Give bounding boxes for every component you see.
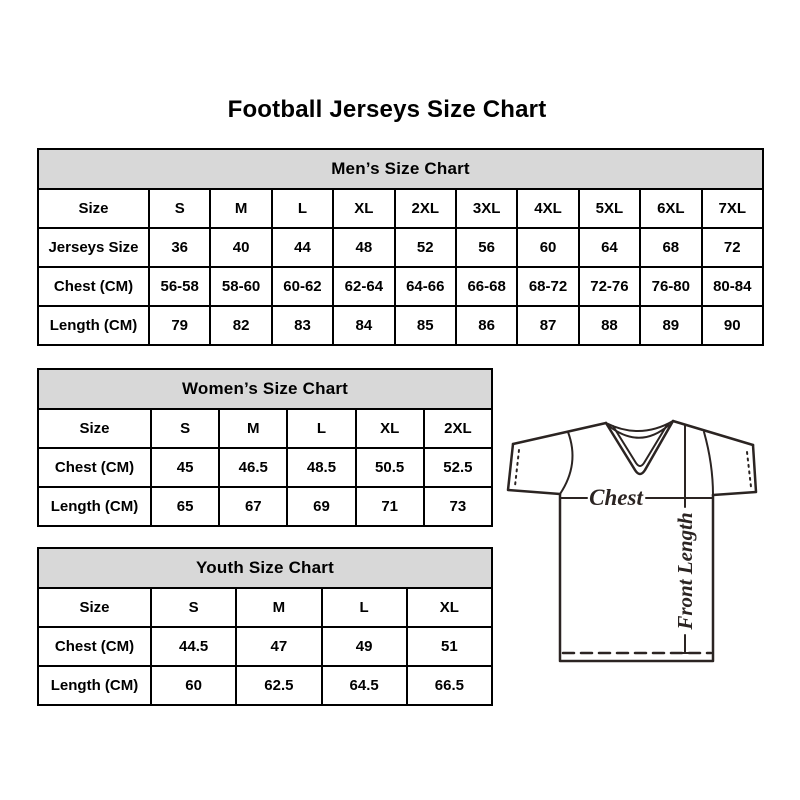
table-cell: 60 xyxy=(151,666,236,705)
table-cell: 6XL xyxy=(640,189,701,228)
table-cell: 44.5 xyxy=(151,627,236,666)
row-label: Length (CM) xyxy=(38,306,149,345)
table-cell: 65 xyxy=(151,487,219,526)
table-row xyxy=(38,267,763,306)
table-row xyxy=(38,666,492,705)
table-cell: 68-72 xyxy=(517,267,578,306)
table-row xyxy=(38,588,492,627)
table-cell: 88 xyxy=(579,306,640,345)
table-cell: M xyxy=(236,588,321,627)
womens-table-header-row xyxy=(38,369,492,409)
table-cell: XL xyxy=(333,189,394,228)
table-cell: 69 xyxy=(287,487,355,526)
table-cell: S xyxy=(151,588,236,627)
table-cell: 45 xyxy=(151,448,219,487)
table-cell: 62-64 xyxy=(333,267,394,306)
row-label: Size xyxy=(38,189,149,228)
table-cell: 2XL xyxy=(424,409,492,448)
row-label: Chest (CM) xyxy=(38,448,151,487)
row-label: Length (CM) xyxy=(38,666,151,705)
table-cell: 85 xyxy=(395,306,456,345)
table-row xyxy=(38,448,492,487)
row-label: Chest (CM) xyxy=(38,627,151,666)
page-title: Football Jerseys Size Chart xyxy=(227,96,547,123)
row-label: Jerseys Size xyxy=(38,228,149,267)
jersey-left-sleeve xyxy=(508,444,560,494)
table-cell: 4XL xyxy=(517,189,578,228)
table-cell: 64 xyxy=(579,228,640,267)
row-label: Size xyxy=(38,409,151,448)
table-cell: 40 xyxy=(210,228,271,267)
table-cell: 66.5 xyxy=(407,666,492,705)
table-cell: 47 xyxy=(236,627,321,666)
table-cell: 90 xyxy=(702,306,763,345)
table-cell: 64-66 xyxy=(395,267,456,306)
table-cell: XL xyxy=(407,588,492,627)
table-row xyxy=(38,409,492,448)
row-label: Chest (CM) xyxy=(38,267,149,306)
table-cell: M xyxy=(210,189,271,228)
row-label: Length (CM) xyxy=(38,487,151,526)
jersey-right-sleeve-seam xyxy=(704,432,713,495)
table-cell: 60-62 xyxy=(272,267,333,306)
table-cell: 67 xyxy=(219,487,287,526)
table-cell: S xyxy=(149,189,210,228)
table-cell: 86 xyxy=(456,306,517,345)
table-cell: 71 xyxy=(356,487,424,526)
table-cell: 58-60 xyxy=(210,267,271,306)
jersey-left-sleeve-seam xyxy=(560,432,573,494)
table-cell: 87 xyxy=(517,306,578,345)
youth-table-header-row xyxy=(38,548,492,588)
table-cell: 7XL xyxy=(702,189,763,228)
table-cell: 52 xyxy=(395,228,456,267)
table-cell: 49 xyxy=(322,627,407,666)
table-row xyxy=(38,189,763,228)
row-label: Size xyxy=(38,588,151,627)
youth-table-title: Youth Size Chart xyxy=(38,548,492,588)
table-cell: 36 xyxy=(149,228,210,267)
table-cell: 60 xyxy=(517,228,578,267)
table-cell: 50.5 xyxy=(356,448,424,487)
table-cell: 64.5 xyxy=(322,666,407,705)
table-cell: 48 xyxy=(333,228,394,267)
table-row xyxy=(38,306,763,345)
table-cell: 72-76 xyxy=(579,267,640,306)
table-cell: 68 xyxy=(640,228,701,267)
table-cell: L xyxy=(272,189,333,228)
table-cell: 80-84 xyxy=(702,267,763,306)
table-row xyxy=(38,228,763,267)
mens-size-table xyxy=(37,148,764,346)
table-cell: 44 xyxy=(272,228,333,267)
jersey-left-cuff-dotted-line xyxy=(515,450,519,486)
table-cell: 5XL xyxy=(579,189,640,228)
table-cell: 72 xyxy=(702,228,763,267)
jersey-right-cuff-dotted-line xyxy=(747,452,751,487)
table-row xyxy=(38,627,492,666)
table-cell: 51 xyxy=(407,627,492,666)
table-cell: L xyxy=(322,588,407,627)
table-row xyxy=(38,487,492,526)
table-cell: 79 xyxy=(149,306,210,345)
table-cell: M xyxy=(219,409,287,448)
table-cell: 2XL xyxy=(395,189,456,228)
table-cell: XL xyxy=(356,409,424,448)
jersey-shoulder-lines xyxy=(513,421,753,445)
table-cell: 52.5 xyxy=(424,448,492,487)
jersey-measurement-diagram xyxy=(500,412,778,674)
table-cell: 46.5 xyxy=(219,448,287,487)
table-cell: 89 xyxy=(640,306,701,345)
youth-size-table xyxy=(37,547,493,706)
jersey-right-sleeve xyxy=(713,445,756,495)
table-cell: 3XL xyxy=(456,189,517,228)
table-cell: 62.5 xyxy=(236,666,321,705)
table-cell: 84 xyxy=(333,306,394,345)
mens-table-header-row xyxy=(38,149,763,189)
table-cell: 56 xyxy=(456,228,517,267)
table-cell: 82 xyxy=(210,306,271,345)
table-cell: 73 xyxy=(424,487,492,526)
table-cell: 56-58 xyxy=(149,267,210,306)
front-length-measure-label: Front Length xyxy=(673,512,697,630)
mens-table-title: Men’s Size Chart xyxy=(38,149,763,189)
table-cell: S xyxy=(151,409,219,448)
womens-size-table xyxy=(37,368,493,527)
table-cell: 48.5 xyxy=(287,448,355,487)
table-cell: 83 xyxy=(272,306,333,345)
table-cell: L xyxy=(287,409,355,448)
womens-table-title: Women’s Size Chart xyxy=(38,369,492,409)
table-cell: 66-68 xyxy=(456,267,517,306)
table-cell: 76-80 xyxy=(640,267,701,306)
jersey-illustration xyxy=(500,412,778,674)
chest-measure-label: Chest xyxy=(589,485,643,510)
